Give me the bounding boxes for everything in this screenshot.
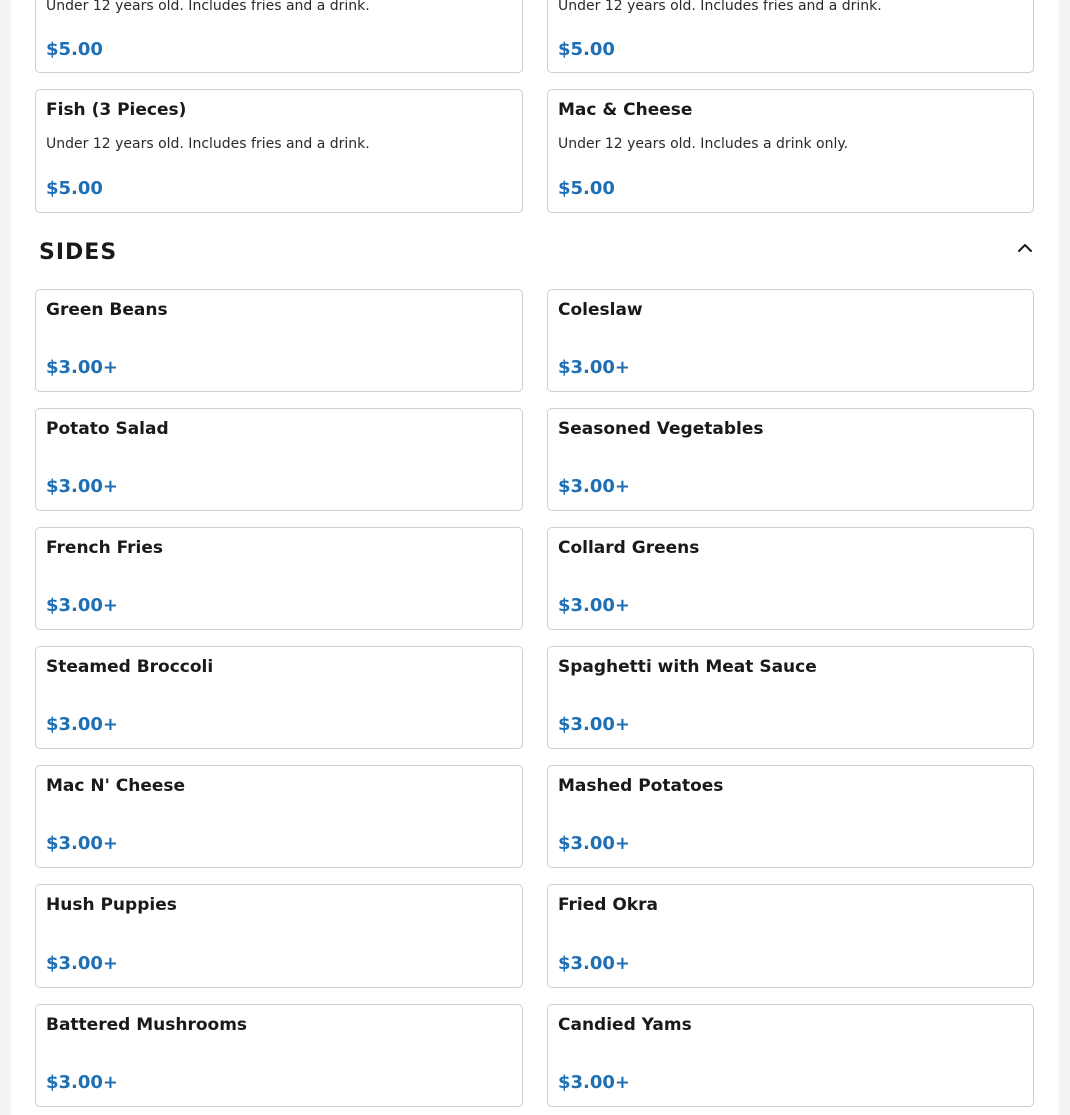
item-price: $3.00+	[46, 714, 119, 735]
item-name: Battered Mushrooms	[46, 1015, 248, 1035]
item-price: $3.00+	[46, 476, 119, 497]
item-price: $3.00+	[46, 1072, 119, 1093]
menu-item-card[interactable]	[547, 0, 1034, 73]
menu-item-card[interactable]	[35, 89, 523, 213]
item-name: Potato Salad	[46, 419, 169, 439]
item-price: $3.00+	[46, 833, 119, 854]
item-description: Under 12 years old. Includes fries and a drink.	[46, 136, 370, 152]
item-price: $3.00+	[558, 714, 631, 735]
item-price: $3.00+	[558, 1072, 631, 1093]
item-name: Green Beans	[46, 300, 168, 320]
item-name: Coleslaw	[558, 300, 643, 320]
menu-item-card[interactable]	[547, 408, 1034, 511]
menu-item-card[interactable]	[547, 1004, 1034, 1107]
menu-item-card[interactable]	[35, 765, 523, 868]
item-price: $5.00	[558, 178, 615, 199]
menu-item-card[interactable]	[35, 646, 523, 749]
menu-item-card[interactable]	[35, 527, 523, 630]
item-name: Candied Yams	[558, 1015, 692, 1035]
menu-item-card[interactable]	[35, 0, 523, 73]
item-name: Steamed Broccoli	[46, 657, 214, 677]
item-price: $3.00+	[46, 357, 119, 378]
chevron-up-icon[interactable]	[1013, 236, 1037, 260]
item-price: $3.00+	[558, 476, 631, 497]
menu-item-card[interactable]	[547, 289, 1034, 392]
item-price: $3.00+	[558, 357, 631, 378]
item-price: $5.00	[558, 39, 615, 60]
item-name: Fish (3 Pieces)	[46, 100, 187, 120]
item-name: Fried Okra	[558, 895, 658, 915]
item-price: $5.00	[46, 178, 103, 199]
menu-item-card[interactable]	[35, 884, 523, 988]
item-name: French Fries	[46, 538, 164, 558]
menu-item-card[interactable]	[547, 527, 1034, 630]
section-title-sides: SIDES	[39, 240, 118, 265]
menu-item-card[interactable]	[35, 1004, 523, 1107]
menu-item-card[interactable]	[547, 646, 1034, 749]
item-name: Collard Greens	[558, 538, 700, 558]
item-price: $3.00+	[46, 953, 119, 974]
item-name: Mac N' Cheese	[46, 776, 186, 796]
item-price: $3.00+	[46, 595, 119, 616]
item-price: $3.00+	[558, 595, 631, 616]
item-name: Hush Puppies	[46, 895, 177, 915]
item-description: Under 12 years old. Includes a drink only.	[558, 136, 849, 152]
item-name: Seasoned Vegetables	[558, 419, 764, 439]
item-description: Under 12 years old. Includes fries and a drink.	[558, 0, 882, 14]
item-price: $3.00+	[558, 833, 631, 854]
item-name: Spaghetti with Meat Sauce	[558, 657, 817, 677]
item-description: Under 12 years old. Includes fries and a drink.	[46, 0, 370, 14]
menu-item-card[interactable]	[547, 765, 1034, 868]
item-price: $5.00	[46, 39, 103, 60]
menu-item-card[interactable]	[35, 289, 523, 392]
item-name: Mashed Potatoes	[558, 776, 724, 796]
item-price: $3.00+	[558, 953, 631, 974]
menu-item-card[interactable]	[547, 884, 1034, 988]
item-name: Mac & Cheese	[558, 100, 693, 120]
menu-item-card[interactable]	[35, 408, 523, 511]
menu-item-card[interactable]	[547, 89, 1034, 213]
